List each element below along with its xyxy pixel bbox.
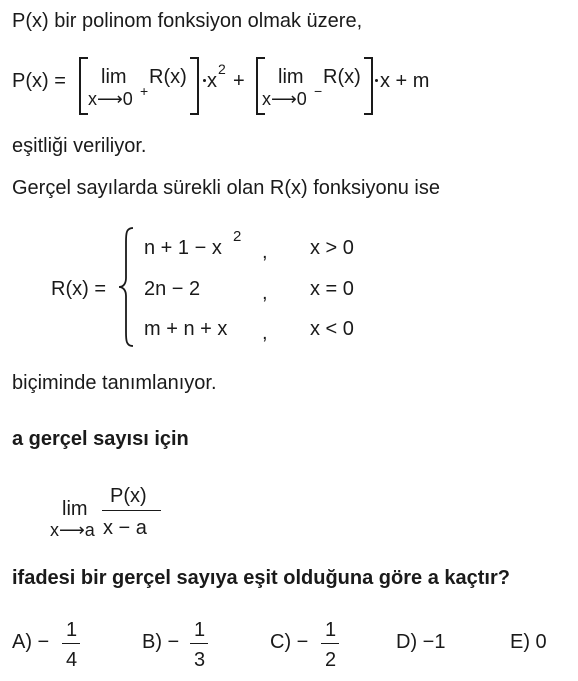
row2-expression: 2n − 2 [144,278,201,300]
option-b-label: B) − [142,631,180,653]
row2-condition: x = 0 [310,278,354,300]
lim-left: lim [101,66,127,88]
option-b-fraction-bar [190,643,208,644]
defined-text: biçiminde tanımlanıyor. [12,372,217,394]
option-a-numerator: 1 [66,619,78,641]
option-c-fraction-bar [321,643,339,644]
option-c-denominator: 2 [325,649,337,671]
p-tail: x + m [380,70,430,92]
given-text: eşitliği veriliyor. [12,135,147,157]
row1-condition: x > 0 [310,237,354,259]
condition-text: a gerçel sayısı için [12,428,189,450]
lim-right-superscript: − [314,83,323,99]
left-bracket-open [79,57,88,115]
option-a-denominator: 4 [66,649,78,671]
row1-expression: n + 1 − x [144,237,222,259]
limit-denominator: x − a [103,517,147,539]
right-bracket-close [364,57,373,115]
option-d-label: D) −1 [396,631,446,653]
intro-text: P(x) bir polinom fonksiyon olmak üzere, [12,10,363,32]
option-b-denominator: 3 [194,649,206,671]
option-c-label: C) − [270,631,309,653]
limit-subscript: x⟶a [50,520,95,540]
row1-comma: , [262,241,268,263]
plus-sign: + [233,70,245,92]
question-text: ifadesi bir gerçel sayıya eşit olduğuna göre a kaçtır? [12,567,510,589]
x-squared-base: x [207,70,217,92]
limit-numerator: P(x) [110,485,147,507]
left-bracket-close [190,57,199,115]
option-e-label: E) 0 [510,631,547,653]
lim-left-subscript: x⟶0 [88,89,133,109]
row3-comma: , [262,322,268,344]
p-lhs: P(x) = [12,70,66,92]
left-brace-icon [117,226,135,348]
lim-right: lim [278,66,304,88]
limit-fraction-bar [102,510,161,511]
r-right: R(x) [323,66,361,88]
row3-condition: x < 0 [310,318,354,340]
multiply-dot-1 [203,79,206,82]
row3-expression: m + n + x [144,318,228,340]
multiply-dot-2 [375,79,378,82]
row2-comma: , [262,282,268,304]
limit-lim: lim [62,498,88,520]
option-b-numerator: 1 [194,619,206,641]
piecewise-lhs: R(x) = [51,278,106,300]
row1-exponent: 2 [233,228,242,245]
r-left: R(x) [149,66,187,88]
option-a-label: A) − [12,631,50,653]
lim-right-subscript: x⟶0 [262,89,307,109]
lim-left-superscript: + [140,83,149,99]
option-c-numerator: 1 [325,619,337,641]
continuous-text: Gerçel sayılarda sürekli olan R(x) fonksiyonu ise [12,177,440,199]
x-squared-exponent: 2 [218,61,226,77]
option-a-fraction-bar [62,643,80,644]
